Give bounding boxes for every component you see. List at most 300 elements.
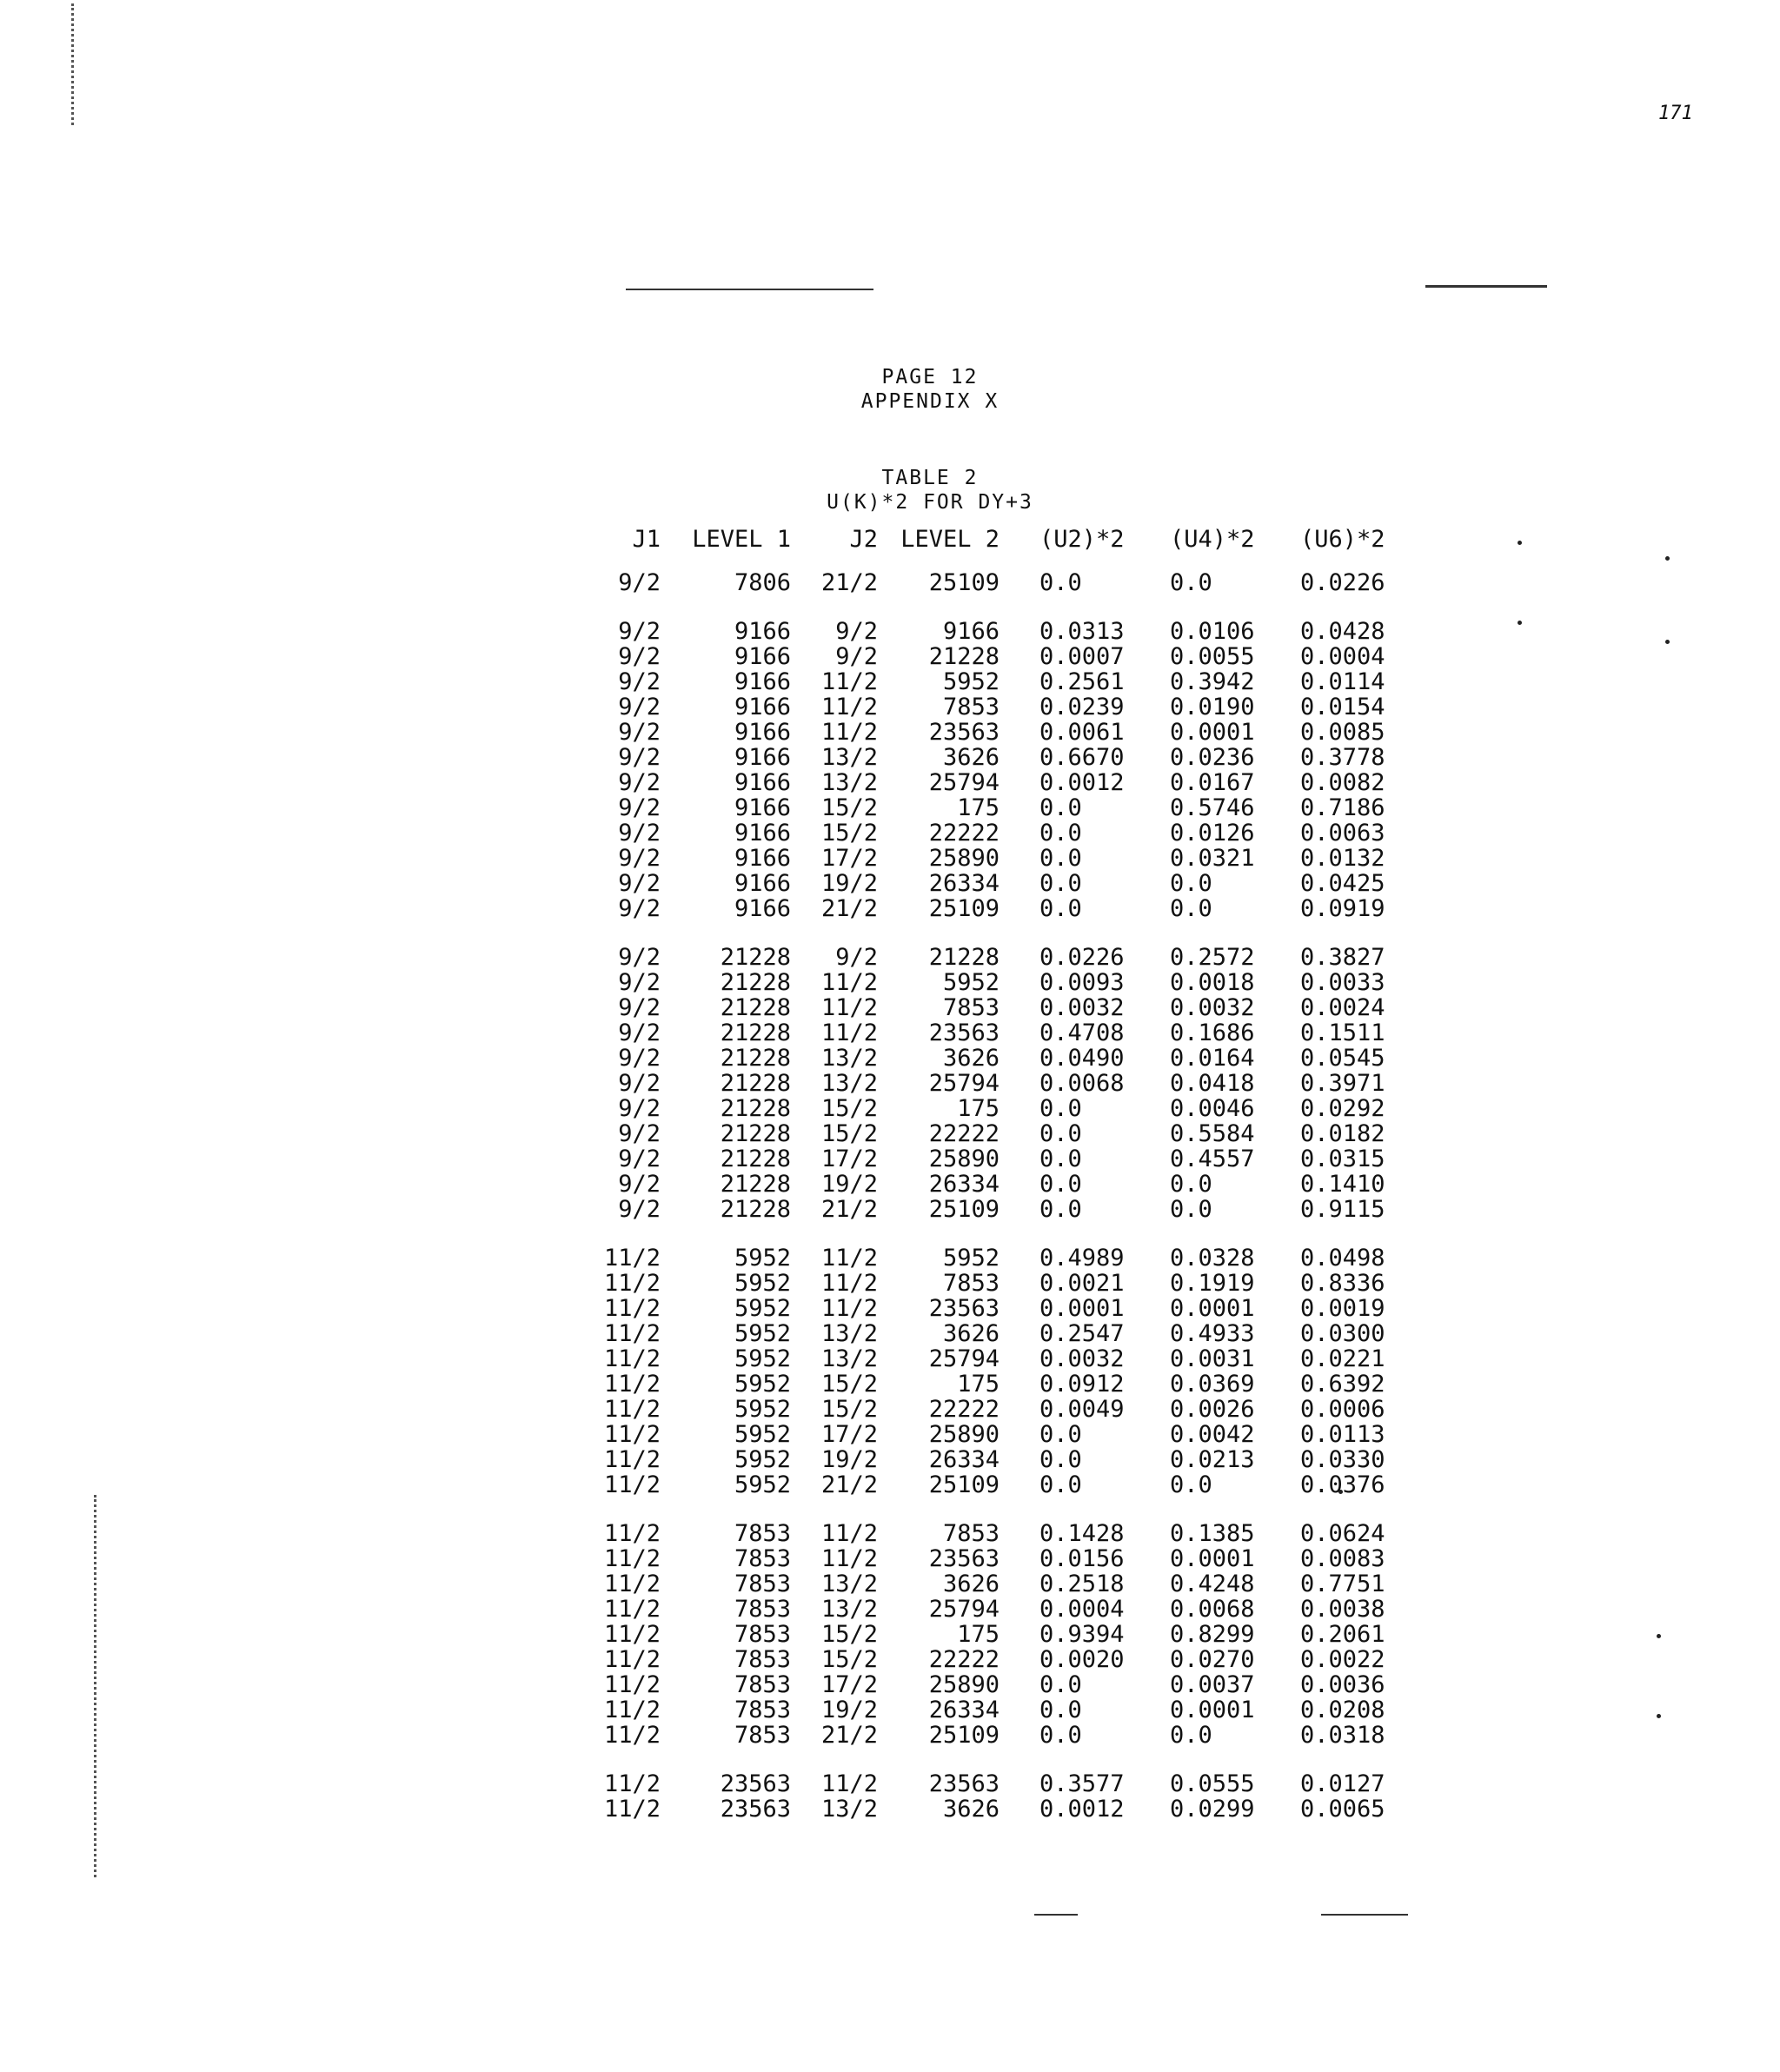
table-cell: 0.8299: [1170, 1621, 1255, 1648]
table-cell: 11/2: [820, 1545, 878, 1572]
scan-speck: [1665, 640, 1670, 644]
table-cell: 0.8336: [1300, 1270, 1385, 1297]
table-cell: 25109: [928, 1471, 1000, 1498]
table-cell: 9/2: [618, 870, 661, 897]
table-cell: 9/2: [618, 618, 661, 645]
table-cell: 0.0300: [1300, 1320, 1385, 1347]
scan-speck: [1665, 556, 1670, 561]
table-cell: 0.0: [1170, 1171, 1212, 1198]
table-cell: 25794: [928, 1596, 1000, 1623]
table-cell: 11/2: [820, 969, 878, 996]
table-cell: 0.0093: [1039, 969, 1125, 996]
table-cell: 0.0132: [1300, 845, 1385, 872]
table-cell: 11/2: [820, 1295, 878, 1322]
table-cell: 0.0042: [1170, 1421, 1255, 1448]
table-cell: 7806: [734, 569, 791, 596]
column-header: J2: [849, 526, 878, 553]
table-cell: 15/2: [820, 1621, 878, 1648]
table-cell: 11/2: [820, 1019, 878, 1046]
table-cell: 5952: [734, 1295, 791, 1322]
table-cell: 11/2: [820, 1245, 878, 1272]
table-cell: 0.0: [1039, 895, 1082, 922]
table-cell: 0.0236: [1170, 744, 1255, 771]
table-cell: 0.0: [1039, 1446, 1082, 1473]
table-cell: 0.2572: [1170, 944, 1255, 971]
table-cell: 26334: [928, 1171, 1000, 1198]
table-cell: 15/2: [820, 1371, 878, 1398]
table-cell: 0.0114: [1300, 668, 1385, 695]
table-cell: 0.2547: [1039, 1320, 1125, 1347]
table-row: [556, 846, 1422, 871]
table-cell: 0.0006: [1300, 1396, 1385, 1423]
table-cell: 9/2: [618, 569, 661, 596]
table-cell: 13/2: [820, 1796, 878, 1823]
table-cell: 7853: [734, 1646, 791, 1673]
table-cell: 3626: [942, 1045, 1000, 1072]
table-cell: 9166: [734, 744, 791, 771]
table-cell: 0.0555: [1170, 1770, 1255, 1797]
table-cell: 0.0012: [1039, 1796, 1125, 1823]
table-cell: 5952: [734, 1345, 791, 1372]
table-cell: 9/2: [618, 895, 661, 922]
table-cell: 0.0: [1170, 569, 1212, 596]
table-cell: 26334: [928, 1697, 1000, 1723]
table-cell: 19/2: [820, 870, 878, 897]
table-cell: 19/2: [820, 1446, 878, 1473]
table-cell: 0.0239: [1039, 694, 1125, 721]
scan-speck: [1657, 1714, 1661, 1718]
table-row: [556, 1597, 1422, 1622]
table-cell: 9/2: [618, 694, 661, 721]
table-cell: 9/2: [835, 618, 878, 645]
table-cell: 0.3778: [1300, 744, 1385, 771]
table-cell: 0.0032: [1039, 1345, 1125, 1372]
table-cell: 0.2518: [1039, 1571, 1125, 1597]
table-cell: 0.0082: [1300, 769, 1385, 796]
table-cell: 0.0912: [1039, 1371, 1125, 1398]
table-cell: 7853: [734, 1545, 791, 1572]
table-row: [556, 1796, 1422, 1822]
table-cell: 9/2: [618, 969, 661, 996]
table-cell: 9/2: [618, 820, 661, 847]
table-cell: 0.0: [1039, 1171, 1082, 1198]
table-cell: 25890: [928, 1146, 1000, 1172]
table-cell: 0.0425: [1300, 870, 1385, 897]
table-cell: 9166: [734, 845, 791, 872]
table-cell: 13/2: [820, 1320, 878, 1347]
table-cell: 175: [957, 1621, 1000, 1648]
table-cell: 13/2: [820, 769, 878, 796]
table-cell: 19/2: [820, 1171, 878, 1198]
table-cell: 15/2: [820, 1095, 878, 1122]
table-cell: 0.0012: [1039, 769, 1125, 796]
table-cell: 11/2: [603, 1671, 661, 1698]
table-cell: 17/2: [820, 845, 878, 872]
table-cell: 11/2: [603, 1245, 661, 1272]
table-cell: 5952: [734, 1471, 791, 1498]
table-cell: 0.0226: [1300, 569, 1385, 596]
table-row: [556, 1647, 1422, 1672]
table-cell: 25109: [928, 569, 1000, 596]
table-cell: 0.1686: [1170, 1019, 1255, 1046]
table-cell: 0.0: [1039, 820, 1082, 847]
table-row: [556, 669, 1422, 694]
page-number-label: PAGE 12: [881, 366, 979, 388]
table-cell: 0.0919: [1300, 895, 1385, 922]
table-cell: 11/2: [603, 1320, 661, 1347]
table-cell: 0.0545: [1300, 1045, 1385, 1072]
table-cell: 0.0: [1039, 845, 1082, 872]
table-cell: 0.0418: [1170, 1070, 1255, 1097]
table-cell: 11/2: [603, 1345, 661, 1372]
table-cell: 0.0: [1039, 1120, 1082, 1147]
table-row: [556, 644, 1422, 669]
table-cell: 13/2: [820, 1070, 878, 1097]
table-cell: 9/2: [618, 719, 661, 746]
table-cell: 0.0369: [1170, 1371, 1255, 1398]
table-cell: 0.0330: [1300, 1446, 1385, 1473]
table-cell: 11/2: [603, 1770, 661, 1797]
table-cell: 21228: [720, 969, 791, 996]
table-cell: 11/2: [820, 668, 878, 695]
table-cell: 0.0376: [1300, 1471, 1385, 1498]
table-cell: 0.0024: [1300, 994, 1385, 1021]
table-cell: 9/2: [618, 668, 661, 695]
table-cell: 13/2: [820, 1345, 878, 1372]
table-cell: 23563: [928, 1019, 1000, 1046]
table-row: [556, 770, 1422, 795]
column-header: (U2)*2: [1039, 526, 1125, 553]
table-cell: 175: [957, 794, 1000, 821]
table-body: [556, 570, 1422, 1822]
table-cell: 22222: [928, 1396, 1000, 1423]
table-cell: 0.0: [1039, 1722, 1082, 1749]
table-cell: 5952: [734, 1421, 791, 1448]
table-cell: 21228: [720, 1196, 791, 1223]
table-cell: 7853: [734, 1722, 791, 1749]
table-cell: 7853: [734, 1697, 791, 1723]
table-cell: 21228: [720, 1019, 791, 1046]
table-row: [556, 745, 1422, 770]
appendix-label: APPENDIX X: [860, 390, 1000, 413]
table-cell: 25890: [928, 1671, 1000, 1698]
table-cell: 25794: [928, 1345, 1000, 1372]
table-row: [556, 1096, 1422, 1121]
table-cell: 0.0049: [1039, 1396, 1125, 1423]
table-cell: 9/2: [618, 1019, 661, 1046]
table-cell: 9166: [734, 694, 791, 721]
table-cell: 0.2061: [1300, 1621, 1385, 1648]
table-cell: 0.0083: [1300, 1545, 1385, 1572]
column-header: LEVEL 1: [692, 526, 791, 553]
table-row: [556, 1422, 1422, 1447]
table-cell: 0.0063: [1300, 820, 1385, 847]
table-cell: 21/2: [820, 895, 878, 922]
table-cell: 0.0315: [1300, 1146, 1385, 1172]
table-cell: 0.0190: [1170, 694, 1255, 721]
table-row: [556, 1121, 1422, 1146]
table-row: [556, 570, 1422, 595]
column-header: (U4)*2: [1170, 526, 1255, 553]
table-cell: 17/2: [820, 1421, 878, 1448]
table-cell: 21228: [720, 1146, 791, 1172]
table-cell: 0.0: [1039, 870, 1082, 897]
table-cell: 21/2: [820, 569, 878, 596]
scan-edge-noise: [71, 3, 126, 125]
table-row: [556, 720, 1422, 745]
table-cell: 0.0113: [1300, 1421, 1385, 1448]
table-row: [556, 1748, 1422, 1796]
table-cell: 9/2: [618, 1045, 661, 1072]
table-cell: 5952: [734, 1320, 791, 1347]
table-cell: 0.0004: [1039, 1596, 1125, 1623]
table-cell: 21228: [720, 1171, 791, 1198]
table-cell: 9/2: [618, 845, 661, 872]
table-cell: 5952: [942, 1245, 1000, 1272]
table-cell: 0.1428: [1039, 1520, 1125, 1547]
page-heading: [521, 365, 1338, 414]
table-cell: 11/2: [820, 1520, 878, 1547]
table-cell: 0.0292: [1300, 1095, 1385, 1122]
table-cell: 11/2: [603, 1270, 661, 1297]
table-cell: 11/2: [603, 1421, 661, 1448]
table-cell: 7853: [734, 1520, 791, 1547]
table-row: [556, 1498, 1422, 1546]
table-row: [556, 871, 1422, 896]
table-cell: 5952: [734, 1270, 791, 1297]
table-cell: 0.4989: [1039, 1245, 1125, 1272]
table-cell: 0.0221: [1300, 1345, 1385, 1372]
table-cell: 3626: [942, 1571, 1000, 1597]
table-cell: 0.0065: [1300, 1796, 1385, 1823]
scan-speck: [1657, 1634, 1661, 1638]
table-header-row: [556, 527, 1422, 570]
table-cell: 0.0313: [1039, 618, 1125, 645]
table-row: [556, 1723, 1422, 1748]
table-cell: 11/2: [603, 1545, 661, 1572]
table-row: [556, 694, 1422, 720]
table-cell: 0.0156: [1039, 1545, 1125, 1572]
table-row: [556, 1071, 1422, 1096]
table-cell: 7853: [942, 694, 1000, 721]
table-cell: 21/2: [820, 1722, 878, 1749]
table-cell: 0.0061: [1039, 719, 1125, 746]
table-cell: 21228: [928, 643, 1000, 670]
table-cell: 3626: [942, 744, 1000, 771]
table-cell: 0.0085: [1300, 719, 1385, 746]
table-cell: 9166: [942, 618, 1000, 645]
table-cell: 0.0001: [1170, 1545, 1255, 1572]
table-cell: 0.0213: [1170, 1446, 1255, 1473]
table-cell: 9166: [734, 820, 791, 847]
table-cell: 0.0032: [1170, 994, 1255, 1021]
table-cell: 13/2: [820, 1045, 878, 1072]
table-cell: 23563: [928, 1295, 1000, 1322]
table-cell: 9166: [734, 643, 791, 670]
table-cell: 25109: [928, 1722, 1000, 1749]
table-cell: 0.0154: [1300, 694, 1385, 721]
table-row: [556, 1146, 1422, 1172]
table-cell: 25109: [928, 1196, 1000, 1223]
table-cell: 0.0127: [1300, 1770, 1385, 1797]
table-cell: 9/2: [835, 643, 878, 670]
table-cell: 5952: [942, 668, 1000, 695]
table-row: [556, 995, 1422, 1020]
table-cell: 0.0321: [1170, 845, 1255, 872]
table-cell: 23563: [928, 1545, 1000, 1572]
table-cell: 5952: [942, 969, 1000, 996]
scan-speck: [1518, 621, 1522, 625]
table-row: [556, 595, 1422, 644]
table-row: [556, 1020, 1422, 1046]
table-row: [556, 1546, 1422, 1571]
table-cell: 0.0068: [1170, 1596, 1255, 1623]
table-cell: 9/2: [618, 1095, 661, 1122]
table-cell: 21228: [928, 944, 1000, 971]
table-cell: 21228: [720, 1045, 791, 1072]
table-cell: 21228: [720, 1120, 791, 1147]
table-cell: 0.0018: [1170, 969, 1255, 996]
table-cell: 0.0: [1039, 1196, 1082, 1223]
scan-speck: [1518, 541, 1522, 545]
table-cell: 11/2: [603, 1697, 661, 1723]
table-cell: 11/2: [820, 694, 878, 721]
table-cell: 0.0126: [1170, 820, 1255, 847]
table-cell: 0.1385: [1170, 1520, 1255, 1547]
table-row: [556, 1346, 1422, 1371]
table-cell: 13/2: [820, 1571, 878, 1597]
table-cell: 175: [957, 1371, 1000, 1398]
table-cell: 0.3942: [1170, 668, 1255, 695]
table-cell: 0.0: [1170, 1722, 1212, 1749]
table-number-label: TABLE 2: [881, 467, 979, 489]
table-cell: 21/2: [820, 1471, 878, 1498]
table-cell: 0.0036: [1300, 1671, 1385, 1698]
table-cell: 11/2: [820, 1770, 878, 1797]
table-cell: 0.0: [1039, 1671, 1082, 1698]
table-cell: 11/2: [820, 1270, 878, 1297]
table-cell: 0.5584: [1170, 1120, 1255, 1147]
table-cell: 0.4933: [1170, 1320, 1255, 1347]
table-cell: 0.0007: [1039, 643, 1125, 670]
table-cell: 0.0: [1039, 1095, 1082, 1122]
table-cell: 5952: [734, 1396, 791, 1423]
table-cell: 0.0022: [1300, 1646, 1385, 1673]
table-row: [556, 1321, 1422, 1346]
data-table: [556, 527, 1422, 1822]
table-cell: 3626: [942, 1320, 1000, 1347]
table-cell: 0.9394: [1039, 1621, 1125, 1648]
table-cell: 0.0033: [1300, 969, 1385, 996]
table-cell: 23563: [928, 719, 1000, 746]
table-cell: 0.0226: [1039, 944, 1125, 971]
table-cell: 0.0019: [1300, 1295, 1385, 1322]
table-cell: 0.0328: [1170, 1245, 1255, 1272]
table-cell: 23563: [928, 1770, 1000, 1797]
table-cell: 11/2: [603, 1295, 661, 1322]
table-row: [556, 1622, 1422, 1647]
table-cell: 7853: [942, 994, 1000, 1021]
table-row: [556, 1571, 1422, 1597]
table-cell: 25109: [928, 895, 1000, 922]
table-cell: 11/2: [603, 1571, 661, 1597]
table-cell: 11/2: [603, 1371, 661, 1398]
table-cell: 7853: [734, 1571, 791, 1597]
table-cell: 25890: [928, 845, 1000, 872]
table-cell: 0.5746: [1170, 794, 1255, 821]
scan-rule-right: [1425, 285, 1547, 288]
scan-rule-bottom-left: [1034, 1914, 1078, 1916]
table-row: [556, 1296, 1422, 1321]
table-cell: 0.1410: [1300, 1171, 1385, 1198]
table-cell: 0.0270: [1170, 1646, 1255, 1673]
table-cell: 0.3971: [1300, 1070, 1385, 1097]
table-cell: 0.0208: [1300, 1697, 1385, 1723]
table-cell: 15/2: [820, 1646, 878, 1673]
table-row: [556, 1397, 1422, 1422]
table-row: [556, 1371, 1422, 1397]
table-cell: 9166: [734, 895, 791, 922]
table-cell: 0.0032: [1039, 994, 1125, 1021]
table-row: [556, 896, 1422, 921]
table-cell: 0.0001: [1039, 1295, 1125, 1322]
table-row: [556, 1447, 1422, 1472]
table-cell: 9166: [734, 618, 791, 645]
table-cell: 175: [957, 1095, 1000, 1122]
table-cell: 11/2: [820, 994, 878, 1021]
table-cell: 0.0021: [1039, 1270, 1125, 1297]
scan-rule-bottom-right: [1321, 1914, 1408, 1916]
table-cell: 9/2: [618, 769, 661, 796]
table-cell: 0.0318: [1300, 1722, 1385, 1749]
table-cell: 0.2561: [1039, 668, 1125, 695]
table-cell: 17/2: [820, 1146, 878, 1172]
table-row: [556, 1197, 1422, 1222]
table-cell: 9/2: [618, 1120, 661, 1147]
table-cell: 25890: [928, 1421, 1000, 1448]
table-cell: 9/2: [618, 944, 661, 971]
table-cell: 0.0428: [1300, 618, 1385, 645]
table-row: [556, 1046, 1422, 1071]
table-cell: 0.0026: [1170, 1396, 1255, 1423]
table-cell: 11/2: [603, 1520, 661, 1547]
table-cell: 0.0498: [1300, 1245, 1385, 1272]
table-cell: 21/2: [820, 1196, 878, 1223]
column-header: (U6)*2: [1300, 526, 1385, 553]
table-cell: 9/2: [618, 744, 661, 771]
table-cell: 11/2: [603, 1596, 661, 1623]
table-cell: 0.4557: [1170, 1146, 1255, 1172]
table-row: [556, 1672, 1422, 1697]
table-cell: 17/2: [820, 1671, 878, 1698]
table-cell: 9/2: [835, 944, 878, 971]
column-header: LEVEL 2: [900, 526, 1000, 553]
table-cell: 15/2: [820, 1120, 878, 1147]
table-cell: 0.0106: [1170, 618, 1255, 645]
table-cell: 7853: [942, 1520, 1000, 1547]
table-cell: 0.0167: [1170, 769, 1255, 796]
table-cell: 0.0624: [1300, 1520, 1385, 1547]
table-cell: 19/2: [820, 1697, 878, 1723]
table-cell: 0.3577: [1039, 1770, 1125, 1797]
table-cell: 0.0164: [1170, 1045, 1255, 1072]
table-cell: 11/2: [820, 719, 878, 746]
table-cell: 0.0: [1039, 1146, 1082, 1172]
table-cell: 0.0: [1170, 870, 1212, 897]
table-cell: 5952: [734, 1245, 791, 1272]
table-row: [556, 1222, 1422, 1271]
table-cell: 9/2: [618, 1146, 661, 1172]
